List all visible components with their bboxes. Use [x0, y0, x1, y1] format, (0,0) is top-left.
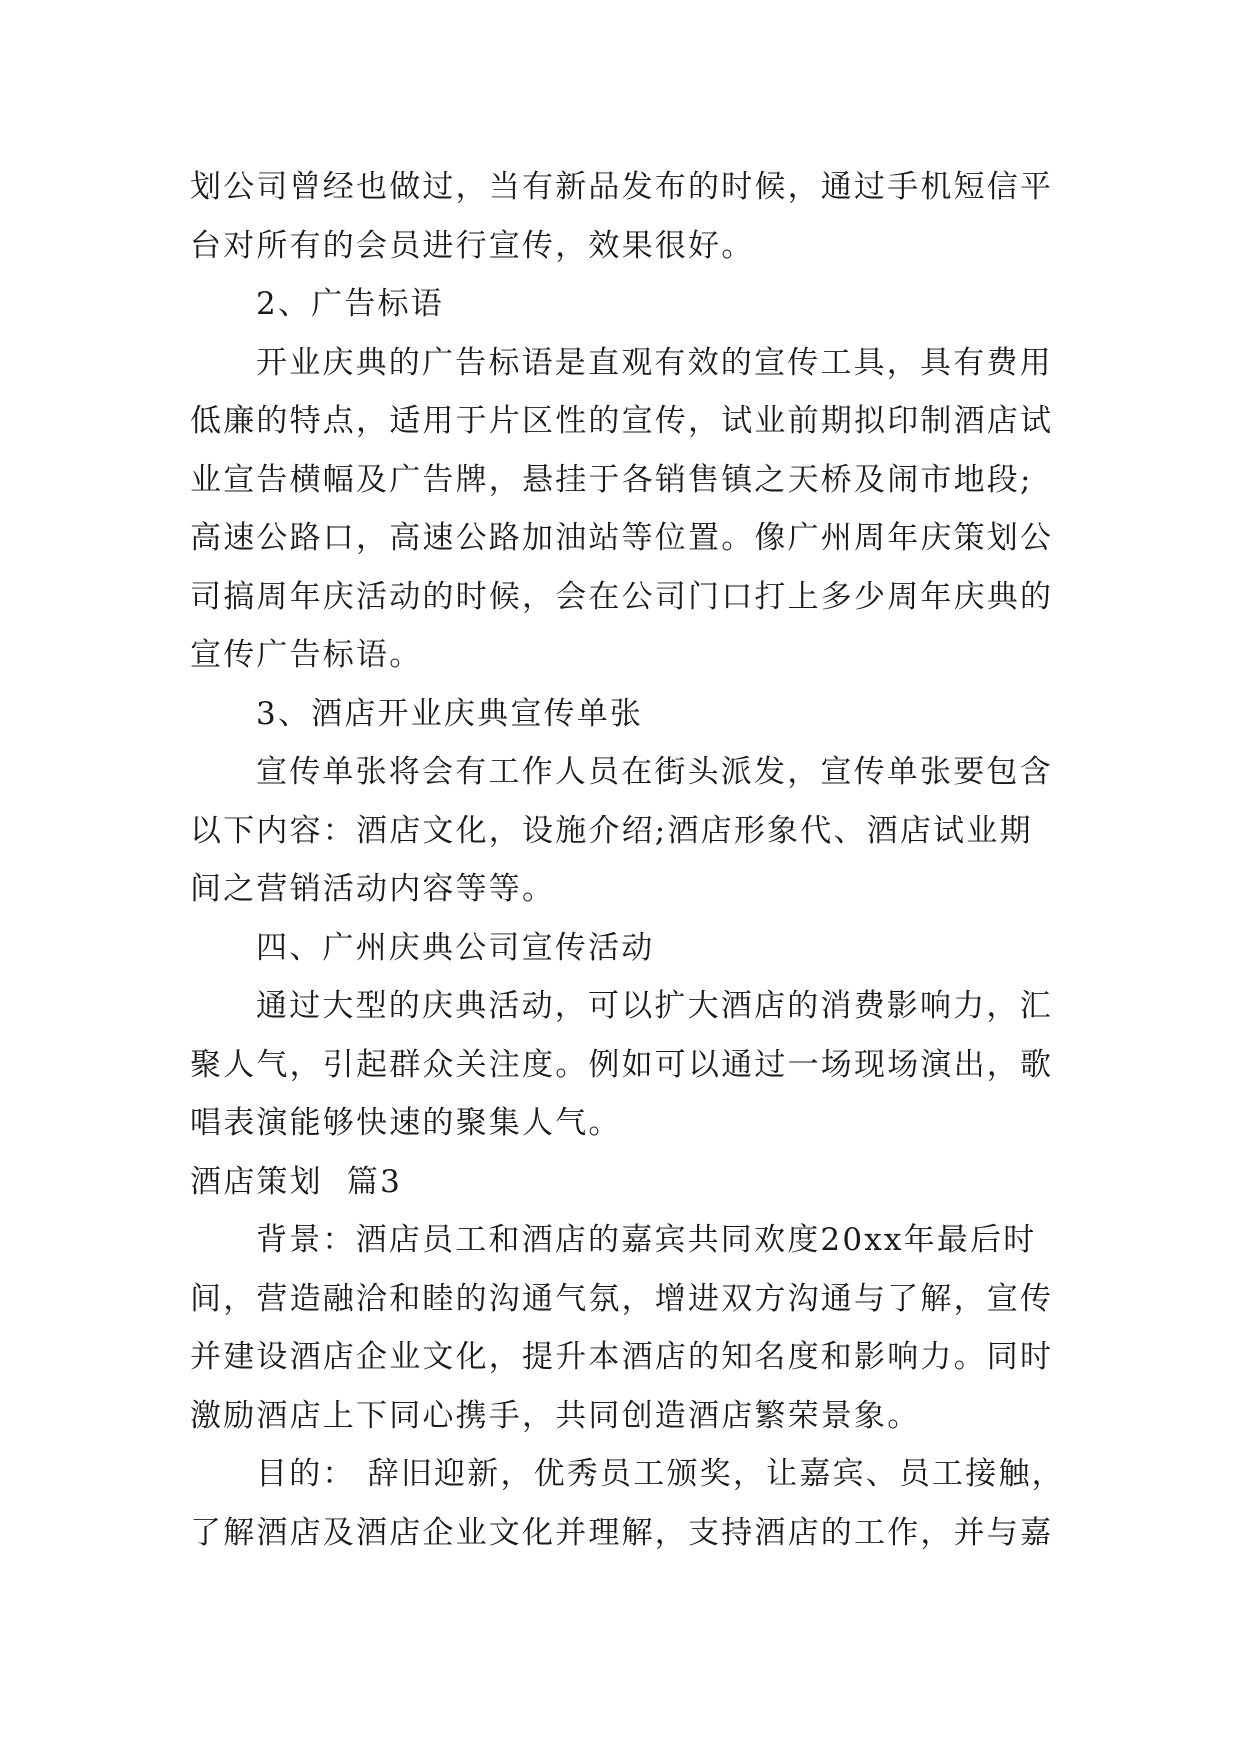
article-title — [190, 1153, 1060, 1212]
paragraph-flyer — [190, 743, 1060, 919]
text-line: 宣传单张将会有工作人员在街头派发，宣传单张要包含 — [256, 754, 1053, 790]
text-line: 背景：酒店员工和酒店的嘉宾共同欢度20xx年最后时 — [256, 1222, 1037, 1258]
text-line: 了解酒店及酒店企业文化并理解，支持酒店的工作，并与嘉 — [190, 1514, 1054, 1551]
section-heading-ad-slogan — [190, 275, 1060, 334]
paragraph-continuation — [190, 158, 1060, 275]
paragraph-purpose — [190, 1445, 1065, 1562]
text-line: 开业庆典的广告标语是直观有效的宣传工具，具有费用 — [256, 344, 1053, 381]
text-line: 并建设酒店企业文化，提升本酒店的知名度和影响力。同时 — [190, 1339, 1054, 1375]
text-line: 2、广告标语 — [256, 286, 444, 322]
text-line: 四、广州庆典公司宣传活动 — [256, 929, 655, 966]
document-body — [190, 158, 1065, 1562]
text-line: 间，营造融洽和睦的沟通气氛，增进双方沟通与了解，宣传 — [190, 1280, 1054, 1317]
text-line: 激励酒店上下同心携手，共同创造酒店繁荣景象。 — [190, 1397, 921, 1434]
text-line: 以下内容：酒店文化，设施介绍;酒店形象代、酒店试业期 — [190, 812, 1033, 849]
text-line: 低廉的特点，适用于片区性的宣传，试业前期拟印制酒店试 — [190, 403, 1054, 439]
paragraph-background — [190, 1211, 1060, 1445]
section-heading-promotion-event — [190, 919, 1060, 978]
text-line: 目的： 辞旧迎新，优秀员工颁奖，让嘉宾、员工接触， — [256, 1456, 1065, 1492]
text-line: 划公司曾经也做过，当有新品发布的时候，通过手机短信平 — [190, 169, 1054, 205]
text-line: 台对所有的会员进行宣传，效果很好。 — [190, 227, 755, 264]
text-line: 间之营销活动内容等等。 — [190, 871, 556, 907]
text-line: 业宣告横幅及广告牌，悬挂于各销售镇之天桥及闹市地段; — [190, 461, 1033, 498]
text-line: 高速公路口，高速公路加油站等位置。像广州周年庆策划公 — [190, 520, 1054, 556]
text-line: 3、酒店开业庆典宣传单张 — [256, 695, 644, 732]
text-line: 宣传广告标语。 — [190, 637, 423, 673]
text-line: 通过大型的庆典活动，可以扩大酒店的消费影响力，汇 — [256, 988, 1053, 1024]
paragraph-promotion-event — [190, 977, 1060, 1153]
section-heading-flyer — [190, 685, 1060, 744]
text-line: 酒店策划 篇3 — [190, 1163, 403, 1200]
text-line: 聚人气，引起群众关注度。例如可以通过一场现场演出，歌 — [190, 1046, 1054, 1083]
paragraph-ad-slogan — [190, 334, 1060, 685]
text-line: 唱表演能够快速的聚集人气。 — [190, 1105, 622, 1141]
text-line: 司搞周年庆活动的时候，会在公司门口打上多少周年庆典的 — [190, 578, 1054, 615]
